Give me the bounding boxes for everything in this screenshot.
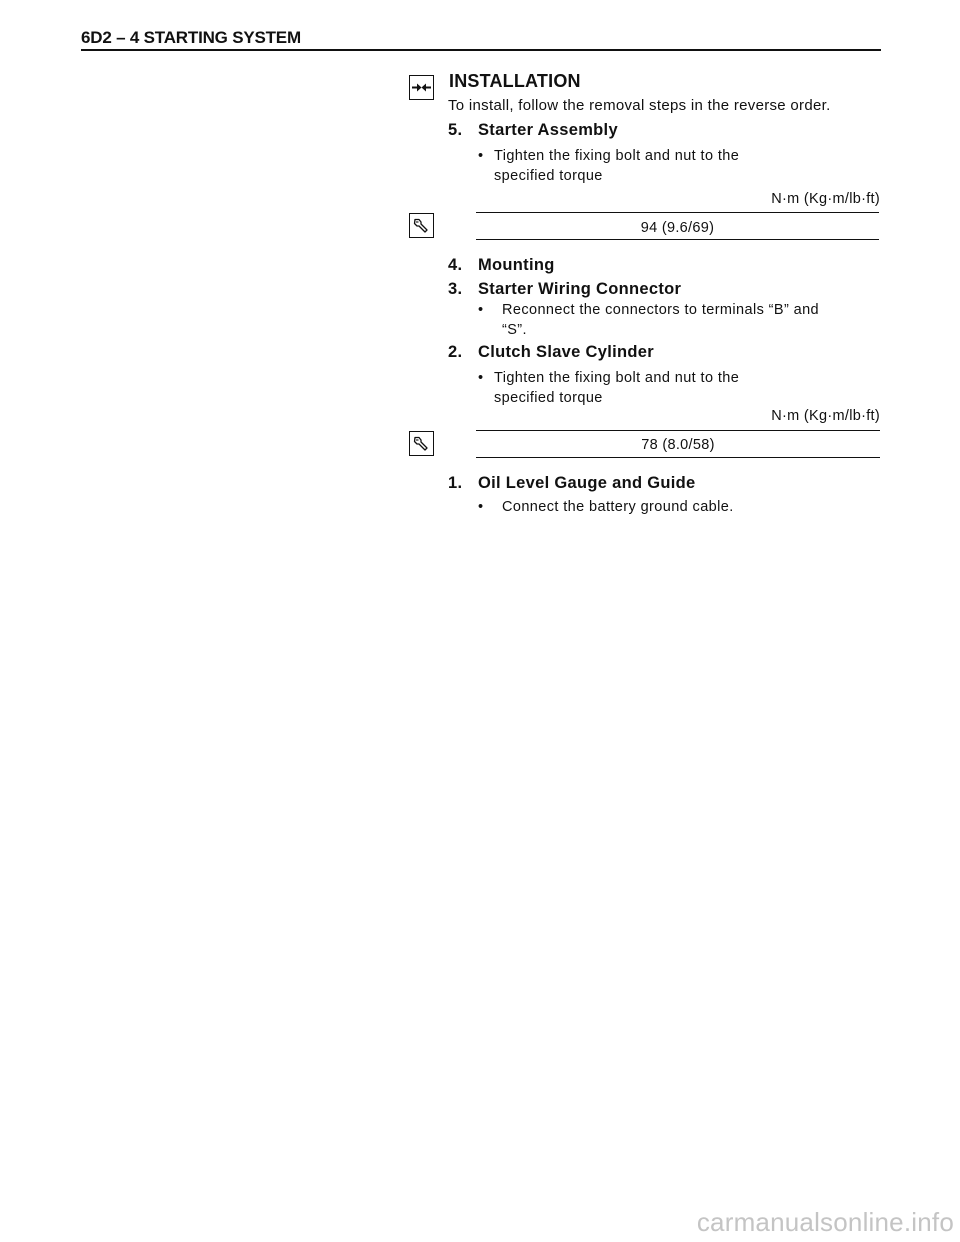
step-1-bullet bbox=[478, 497, 878, 519]
header-divider bbox=[81, 49, 881, 51]
bullet-line: Connect the battery ground cable. bbox=[502, 499, 734, 515]
bullet-line: specified torque bbox=[494, 390, 603, 406]
step-starter-assembly bbox=[448, 121, 618, 140]
torque-unit-label: N·m (Kg·m/lb·ft) bbox=[771, 408, 880, 424]
bullet-line: Tighten the fixing bolt and nut to the bbox=[494, 148, 740, 164]
page-header-title: 6D2 – 4 STARTING SYSTEM bbox=[81, 28, 301, 47]
step-mounting bbox=[448, 256, 555, 275]
step-title: Starter Wiring Connector bbox=[478, 280, 682, 298]
bullet-dot: • bbox=[478, 499, 484, 515]
step-starter-wiring-connector bbox=[448, 280, 681, 299]
torque-wrench-icon bbox=[409, 431, 434, 456]
watermark-text: carmanualsonline.info bbox=[696, 1207, 954, 1237]
bullet-dot: • bbox=[478, 148, 484, 164]
torque-unit-label: N·m (Kg·m/lb·ft) bbox=[771, 191, 880, 207]
step-number: 4. bbox=[448, 256, 463, 274]
step-title: Clutch Slave Cylinder bbox=[478, 343, 654, 361]
step-title: Mounting bbox=[478, 256, 555, 274]
torque-wrench-icon bbox=[409, 213, 434, 238]
bullet-line: Reconnect the connectors to terminals “B” and bbox=[502, 302, 820, 318]
torque-table-bottom-rule bbox=[476, 457, 880, 458]
step-clutch-slave-cylinder bbox=[448, 343, 654, 362]
section-title: INSTALLATION bbox=[449, 71, 581, 91]
step-title: Oil Level Gauge and Guide bbox=[478, 474, 696, 492]
step-oil-level-gauge-and-guide bbox=[448, 474, 695, 493]
torque-table-bottom-rule bbox=[476, 239, 879, 240]
bullet-dot: • bbox=[478, 370, 484, 386]
step-2-bullet bbox=[478, 368, 878, 410]
step-title: Starter Assembly bbox=[478, 121, 618, 139]
step-number: 3. bbox=[448, 280, 463, 298]
torque-table-top-rule bbox=[476, 212, 879, 213]
torque-value: 78 (8.0/58) bbox=[641, 437, 715, 453]
bullet-dot: • bbox=[478, 302, 484, 318]
section-intro: To install, follow the removal steps in the reverse order. bbox=[448, 97, 831, 114]
step-number: 2. bbox=[448, 343, 463, 361]
bullet-line: specified torque bbox=[494, 168, 603, 184]
step-number: 1. bbox=[448, 474, 463, 492]
torque-table-top-rule bbox=[476, 430, 880, 431]
step-5-bullet bbox=[478, 146, 878, 188]
bullet-line: Tighten the fixing bolt and nut to the bbox=[494, 370, 740, 386]
torque-value: 94 (9.6/69) bbox=[640, 220, 715, 236]
bullet-line: “S”. bbox=[502, 322, 527, 338]
step-3-bullet bbox=[478, 300, 878, 342]
step-number: 5. bbox=[448, 121, 463, 139]
install-arrows-icon bbox=[409, 75, 434, 100]
